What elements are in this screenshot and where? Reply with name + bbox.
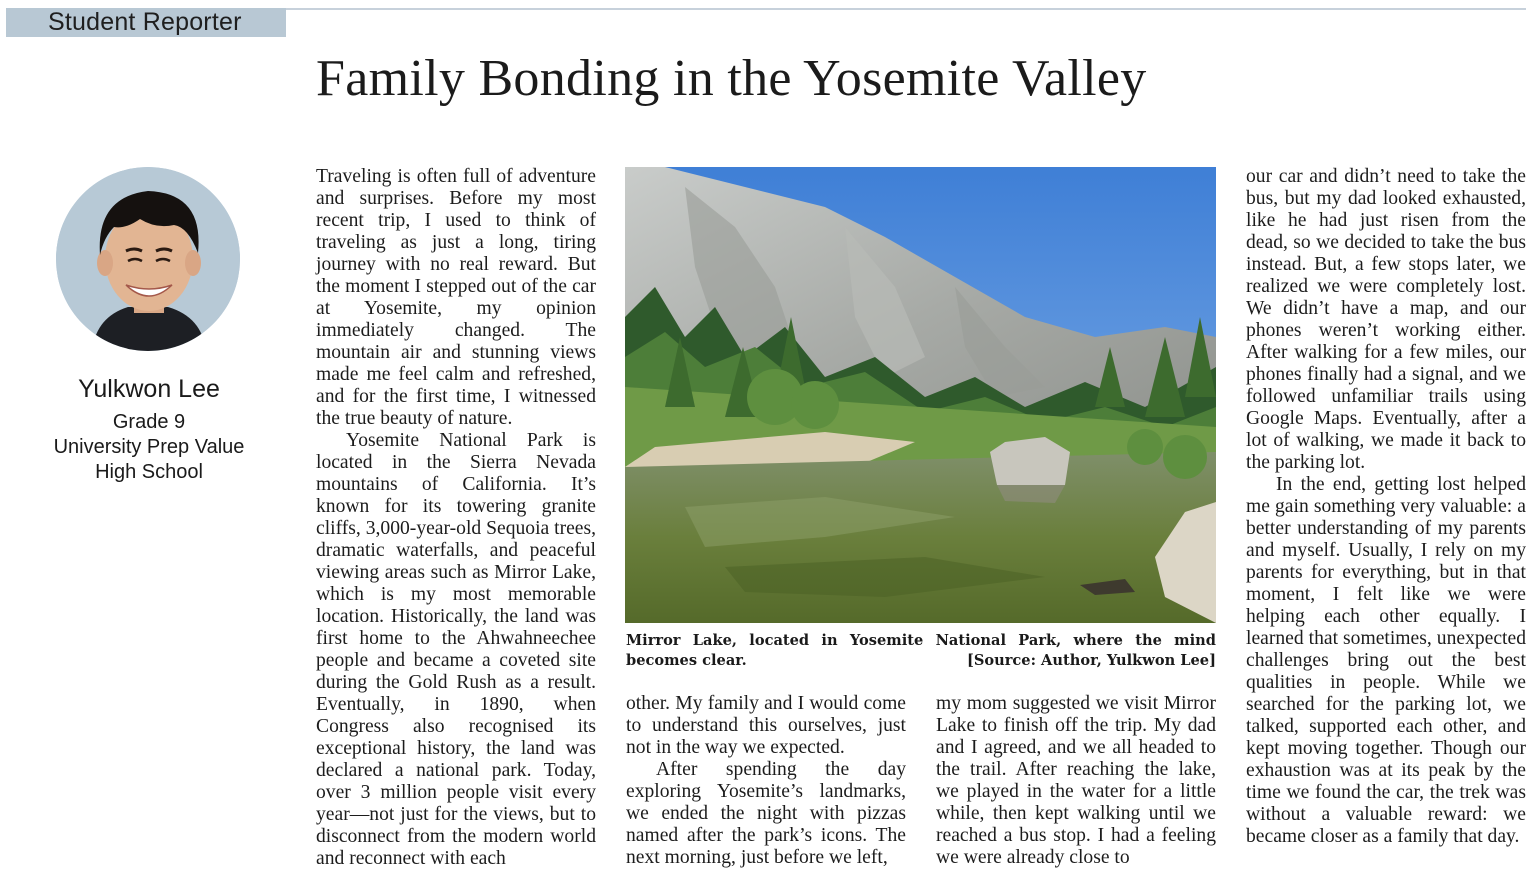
author-grade: Grade 9 <box>112 411 186 433</box>
article-paragraph: Yosemite National Park is located in the Sierra Nevada mountains of California. It’s known for its towering granite cliffs, 3,000-year-old Sequoia trees, dramatic waterfalls, and peaceful viewing areas such as Mirror Lake, which is my most memorable location. Historically, the land was first home to the Ahwahneechee people and became a coveted site during the Gold Rush as a result. Eventually, in 1890, when Congress also recognised its exceptional history, the land was declared a national park. Today, over 3 million people visit every year—not just for the views, but to disconnect from the modern world and reconnect with each <box>316 430 597 869</box>
article-column-3 <box>936 693 1216 869</box>
section-label: Student Reporter <box>6 8 286 37</box>
author-school-line-2: High School <box>95 461 203 483</box>
mirror-lake-photo <box>625 167 1216 623</box>
article-paragraph: In the end, getting lost helped me gain something very valuable: a better understanding of my parents and myself. Usually, I rely on my parents for everything, but in that moment, I felt like we were helping each other equally. I learned that sometimes, unexpected challenges bring out the best qualities in people. While we searched for the parking lot, we talked, supported each other, and kept moving together. Though our exhaustion was at its peak by the time we found the car, the trek was without a valuable reward: we became closer as a family that day. <box>1246 474 1526 847</box>
header-rule <box>286 8 1526 10</box>
author-byline <box>30 372 268 485</box>
author-name: Yulkwon Lee <box>78 375 220 403</box>
author-photo <box>56 167 240 351</box>
article-column-4 <box>1246 166 1526 848</box>
photo-caption <box>626 631 1216 671</box>
article-paragraph: After spending the day exploring Yosemite’s landmarks, we ended the night with pizzas named after the park’s icons. The next morning, just before we left, <box>626 759 906 868</box>
caption-source: [Source: Author, Yulkwon Lee] <box>966 652 1216 669</box>
caption-text: Mirror Lake, located in Yosemite National Park, where the mind becomes clear. <box>626 632 1216 669</box>
article-paragraph: Traveling is often full of adventure and surprises. Before my most recent trip, I used to think of traveling as just a long, tiring journey with no real reward. But the moment I stepped out of the car at Yosemite, my opinion immediately changed. The mountain air and stunning views made me feel calm and refreshed, and for the first time, I witnessed the true beauty of nature. <box>316 166 596 429</box>
author-school-line-1: University Prep Value <box>53 436 245 458</box>
article-column-1 <box>316 166 596 870</box>
article-headline: Family Bonding in the Yosemite Valley <box>316 50 1147 107</box>
article-paragraph: other. My family and I would come to understand this ourselves, just not in the way we expected. <box>626 693 906 758</box>
article-paragraph: our car and didn’t need to take the bus, but my dad looked exhausted, like he had just risen from the dead, so we decided to take the bus instead. But, a few stops later, we realized we were completely lost. We didn’t have a map, and our phones weren’t working either. After walking for a few miles, our phones finally had a signal, and we followed unfamiliar trails using Google Maps. Eventually, after a lot of walking, we made it back to the parking lot. <box>1246 166 1526 473</box>
article-column-2 <box>626 693 906 869</box>
article-paragraph: my mom suggested we visit Mirror Lake to finish off the trip. My dad and I agreed, and we all headed to the trail. After reaching the lake, we played in the water for a little while, then kept walking until we reached a bus stop. I had a feeling we were already close to <box>936 693 1216 868</box>
